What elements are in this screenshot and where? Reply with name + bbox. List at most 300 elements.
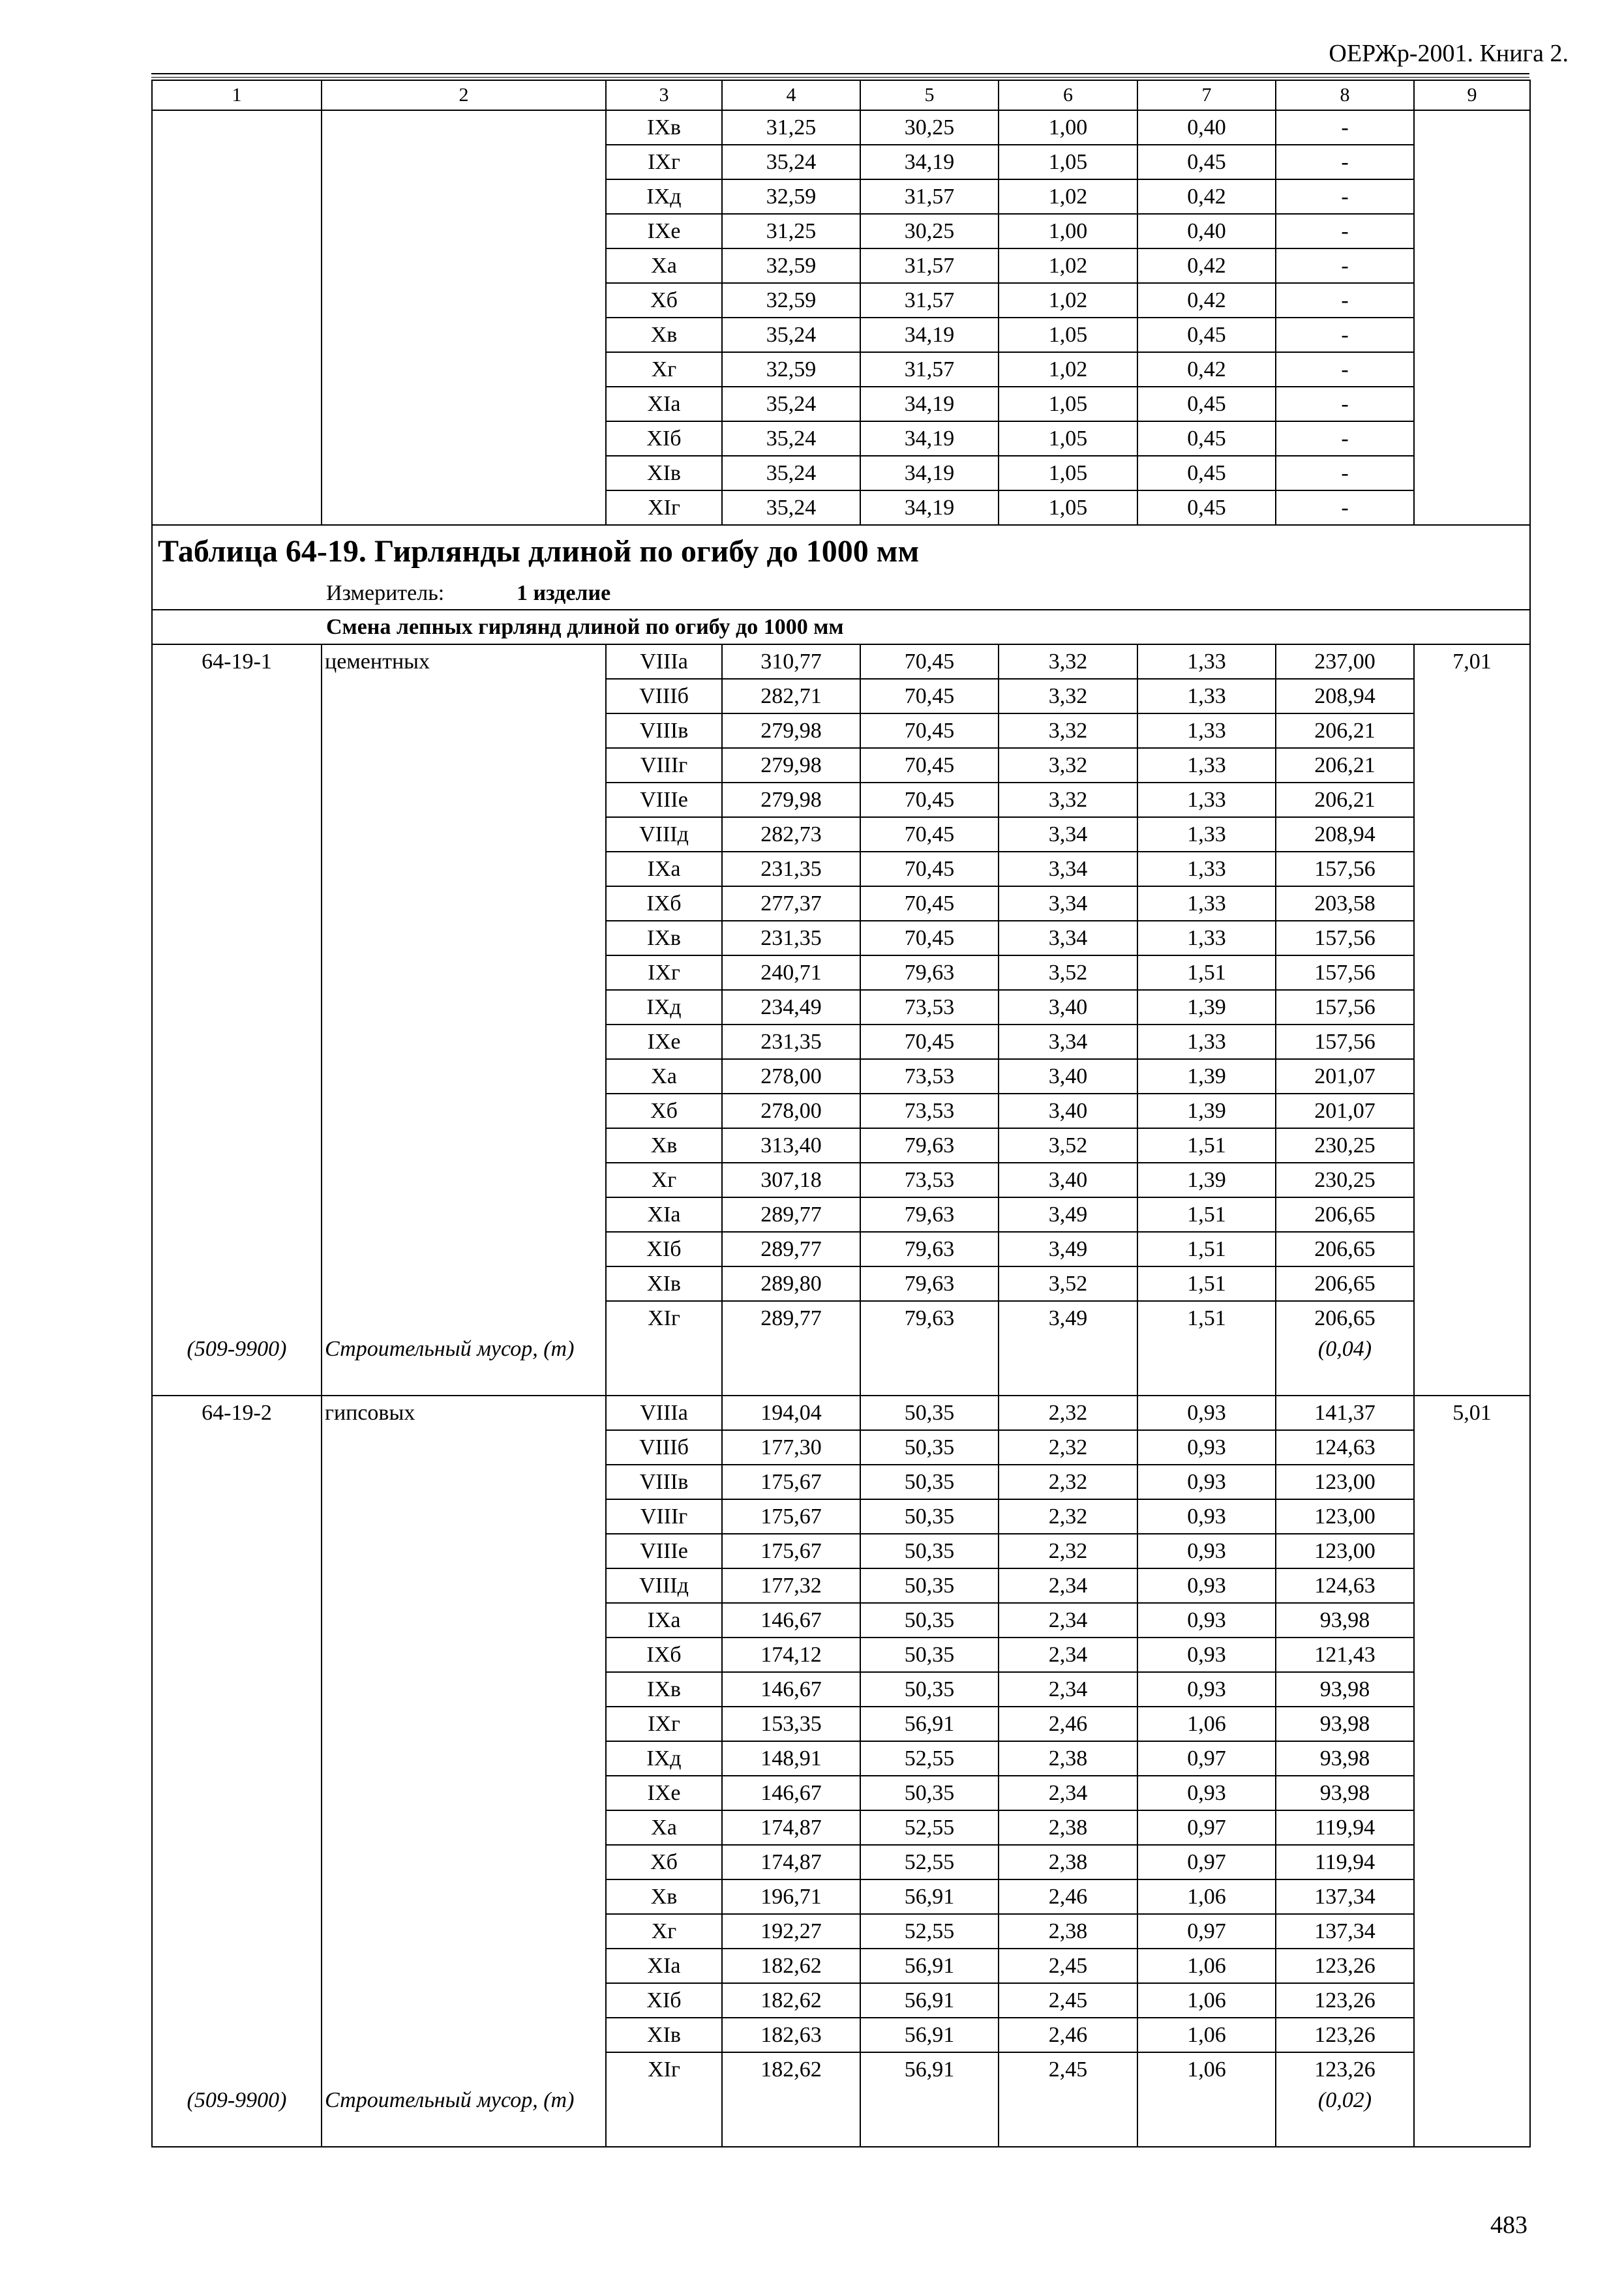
value-cell: -: [1276, 214, 1414, 248]
name-cell: [322, 679, 606, 713]
value-cell: 70,45: [860, 748, 999, 783]
value-cell: 73,53: [860, 990, 999, 1025]
code-cell: [152, 955, 322, 990]
class-cell: XIа: [606, 1949, 722, 1983]
header-rule-thin: [151, 77, 1529, 78]
table-row: [152, 679, 1530, 713]
value-cell: 206,21: [1276, 713, 1414, 748]
table-row: [152, 713, 1530, 748]
value-cell: 175,67: [722, 1499, 860, 1534]
value-cell: 93,98: [1276, 1672, 1414, 1707]
value-cell: 70,45: [860, 886, 999, 921]
class-cell: XIа: [606, 387, 722, 421]
value-cell: 240,71: [722, 955, 860, 990]
value-cell: 70,45: [860, 921, 999, 955]
code-cell: [152, 713, 322, 748]
value-cell: 35,24: [722, 490, 860, 525]
value-cell: 50,35: [860, 1534, 999, 1568]
value-cell: 31,25: [722, 214, 860, 248]
value-cell: 177,32: [722, 1568, 860, 1603]
name-cell: [322, 852, 606, 886]
column-number: 8: [1276, 80, 1414, 110]
value-cell: 1,02: [999, 352, 1137, 387]
value-cell: 3,32: [999, 748, 1137, 783]
class-cell: Xг: [606, 1914, 722, 1949]
value-cell: 70,45: [860, 852, 999, 886]
value-cell: -: [1276, 283, 1414, 318]
class-cell: IXе: [606, 214, 722, 248]
class-cell: XIа: [606, 1197, 722, 1232]
table-row: [152, 1430, 1530, 1465]
column-number: 2: [322, 80, 606, 110]
value-cell: 206,21: [1276, 748, 1414, 783]
value-cell: 3,34: [999, 1025, 1137, 1059]
value-cell: 137,34: [1276, 1879, 1414, 1914]
value-cell: 3,49: [999, 1197, 1137, 1232]
value-cell: 35,24: [722, 387, 860, 421]
value-cell: 1,05: [999, 490, 1137, 525]
name-cell: [322, 1603, 606, 1638]
value-cell: 0,93: [1137, 1396, 1276, 1430]
table-row: [152, 1810, 1530, 1845]
value-cell: 0,93: [1137, 1603, 1276, 1638]
name-cell: [322, 1707, 606, 1741]
column-number: 3: [606, 80, 722, 110]
value-cell: 1,33: [1137, 921, 1276, 955]
value-cell: 1,00: [999, 110, 1137, 145]
class-cell: IXг: [606, 955, 722, 990]
table-row: [152, 1232, 1530, 1266]
code-cell: [152, 1094, 322, 1128]
value-cell: 1,33: [1137, 783, 1276, 817]
value-cell: 307,18: [722, 1163, 860, 1197]
value-cell: 206,65: [1276, 1232, 1414, 1266]
measure-label: Измеритель:: [326, 581, 445, 605]
value-cell: 3,40: [999, 990, 1137, 1025]
value-cell: 119,94: [1276, 1810, 1414, 1845]
value-cell: 157,56: [1276, 1025, 1414, 1059]
value-cell: 30,25: [860, 214, 999, 248]
table-row: [152, 1672, 1530, 1707]
value-cell: 93,98: [1276, 1707, 1414, 1741]
code-cell: [152, 1603, 322, 1638]
value-cell: 0,40: [1137, 214, 1276, 248]
value-cell: 34,19: [860, 421, 999, 456]
value-cell: 3,34: [999, 817, 1137, 852]
value-cell: 124,63: [1276, 1430, 1414, 1465]
waste-code: (509-9900): [152, 2086, 322, 2147]
value-cell: 0,97: [1137, 1810, 1276, 1845]
code-cell: [152, 1430, 322, 1465]
value-cell: 52,55: [860, 1810, 999, 1845]
class-cell: VIIIв: [606, 1465, 722, 1499]
table-row: [152, 2018, 1530, 2052]
class-cell: VIIIб: [606, 679, 722, 713]
value-cell: 194,04: [722, 1396, 860, 1430]
value-cell: 0,93: [1137, 1638, 1276, 1672]
value-cell: 2,38: [999, 1741, 1137, 1776]
code-cell: [152, 1810, 322, 1845]
table-row: [152, 1914, 1530, 1949]
code-cell: [152, 1301, 322, 1335]
class-cell: IXд: [606, 990, 722, 1025]
table-title: Таблица 64-19. Гирлянды длиной по огибу до 1000 мм: [152, 525, 1530, 578]
value-cell: 56,91: [860, 1707, 999, 1741]
value-cell: 1,33: [1137, 748, 1276, 783]
value-cell: 0,45: [1137, 387, 1276, 421]
value-cell: 282,73: [722, 817, 860, 852]
value-cell: 70,45: [860, 713, 999, 748]
value-cell: 1,51: [1137, 1197, 1276, 1232]
value-cell: 231,35: [722, 921, 860, 955]
class-cell: VIIIг: [606, 748, 722, 783]
class-cell: Xа: [606, 1059, 722, 1094]
class-cell: IXг: [606, 145, 722, 179]
value-cell: 0,93: [1137, 1430, 1276, 1465]
name-cell: [322, 110, 606, 525]
code-cell: [152, 1707, 322, 1741]
value-cell: 70,45: [860, 644, 999, 679]
value-cell: 1,39: [1137, 1059, 1276, 1094]
value-cell: 2,38: [999, 1914, 1137, 1949]
code-cell: [152, 1128, 322, 1163]
value-cell: 73,53: [860, 1163, 999, 1197]
measure-cell: [152, 578, 1530, 610]
value-cell: 3,34: [999, 921, 1137, 955]
value-cell: 3,40: [999, 1059, 1137, 1094]
column-number: 1: [152, 80, 322, 110]
value-cell: 3,40: [999, 1163, 1137, 1197]
class-cell: IXв: [606, 921, 722, 955]
value-cell: 1,02: [999, 179, 1137, 214]
value-cell: 70,45: [860, 679, 999, 713]
value-cell: 79,63: [860, 1128, 999, 1163]
value-cell: 31,57: [860, 248, 999, 283]
value-cell: 201,07: [1276, 1059, 1414, 1094]
value-cell: 146,67: [722, 1603, 860, 1638]
table-row: [152, 817, 1530, 852]
value-cell: 2,32: [999, 1396, 1137, 1430]
value-cell: 3,32: [999, 783, 1137, 817]
empty-cell: [606, 2086, 722, 2147]
value-cell: 196,71: [722, 1879, 860, 1914]
value-cell: 79,63: [860, 955, 999, 990]
name-cell: [322, 1266, 606, 1301]
value-cell: 34,19: [860, 456, 999, 490]
value-cell: 2,34: [999, 1638, 1137, 1672]
value-cell: 3,49: [999, 1232, 1137, 1266]
empty-cell: [860, 2086, 999, 2147]
table-row: [152, 1197, 1530, 1232]
value-cell: 174,12: [722, 1638, 860, 1672]
page-number: 483: [1490, 2211, 1527, 2239]
value-cell: 1,05: [999, 421, 1137, 456]
value-cell: 56,91: [860, 1983, 999, 2018]
class-cell: Xб: [606, 1845, 722, 1879]
value-cell: 157,56: [1276, 921, 1414, 955]
value-cell: 56,91: [860, 1879, 999, 1914]
value-cell: 123,26: [1276, 1949, 1414, 1983]
value-cell: 79,63: [860, 1197, 999, 1232]
name-cell: [322, 1879, 606, 1914]
value-cell: 2,32: [999, 1534, 1137, 1568]
measure-value: 1 изделие: [517, 581, 611, 605]
value-cell: 1,33: [1137, 886, 1276, 921]
table-row: [152, 1266, 1530, 1301]
name-cell: [322, 817, 606, 852]
document-header-title: ОЕРЖр-2001. Книга 2.: [1329, 40, 1569, 67]
table-row: [152, 1128, 1530, 1163]
value-cell: 177,30: [722, 1430, 860, 1465]
value-cell: 0,42: [1137, 352, 1276, 387]
value-cell: 1,06: [1137, 1949, 1276, 1983]
value-cell: 34,19: [860, 318, 999, 352]
value-cell: 2,45: [999, 1949, 1137, 1983]
code-cell: [152, 1266, 322, 1301]
rate-code: 64-19-2: [152, 1396, 322, 1430]
table-row: [152, 748, 1530, 783]
waste-code: (509-9900): [152, 1335, 322, 1396]
value-cell: 35,24: [722, 421, 860, 456]
class-cell: IXе: [606, 1776, 722, 1810]
code-cell: [152, 990, 322, 1025]
code-cell: [152, 1914, 322, 1949]
value-cell: 1,06: [1137, 2052, 1276, 2086]
class-cell: IXб: [606, 1638, 722, 1672]
value-cell: 192,27: [722, 1914, 860, 1949]
value-cell: 1,06: [1137, 1879, 1276, 1914]
code-cell: [152, 2018, 322, 2052]
value-cell: 3,49: [999, 1301, 1137, 1335]
value-cell: 157,56: [1276, 852, 1414, 886]
code-cell: [152, 1163, 322, 1197]
value-cell: 0,42: [1137, 283, 1276, 318]
code-cell: [152, 1232, 322, 1266]
table-row: [152, 852, 1530, 886]
name-cell: [322, 1810, 606, 1845]
value-cell: 0,93: [1137, 1672, 1276, 1707]
value-cell: 1,06: [1137, 1707, 1276, 1741]
value-cell: 279,98: [722, 748, 860, 783]
value-cell: 2,45: [999, 2052, 1137, 2086]
value-cell: 289,77: [722, 1197, 860, 1232]
table-row: [152, 644, 1530, 679]
table-row: [152, 1707, 1530, 1741]
value-cell: 50,35: [860, 1465, 999, 1499]
value-cell: 50,35: [860, 1499, 999, 1534]
value-cell: 31,25: [722, 110, 860, 145]
value-cell: 206,65: [1276, 1197, 1414, 1232]
waste-row: [152, 2086, 1530, 2147]
value-cell: -: [1276, 318, 1414, 352]
value-cell: 31,57: [860, 179, 999, 214]
value-cell: 230,25: [1276, 1163, 1414, 1197]
name-cell: [322, 990, 606, 1025]
name-cell: [322, 1059, 606, 1094]
class-cell: VIIIд: [606, 817, 722, 852]
empty-cell: [860, 1335, 999, 1396]
value-cell: -: [1276, 490, 1414, 525]
rate-code: 64-19-1: [152, 644, 322, 679]
value-cell: 237,00: [1276, 644, 1414, 679]
class-cell: Xг: [606, 1163, 722, 1197]
name-cell: [322, 1638, 606, 1672]
value-cell: 79,63: [860, 1301, 999, 1335]
value-cell: 0,45: [1137, 145, 1276, 179]
value-cell: 79,63: [860, 1232, 999, 1266]
value-cell: 2,32: [999, 1499, 1137, 1534]
code-cell: [152, 1499, 322, 1534]
value-cell: 208,94: [1276, 817, 1414, 852]
value-cell: 1,39: [1137, 1163, 1276, 1197]
value-cell: 1,02: [999, 283, 1137, 318]
value-cell: 2,32: [999, 1465, 1137, 1499]
empty-cell: [606, 1335, 722, 1396]
name-cell: [322, 955, 606, 990]
table-row: [152, 1638, 1530, 1672]
value-cell: 3,34: [999, 852, 1137, 886]
value-cell: 2,46: [999, 1879, 1137, 1914]
waste-row: [152, 1335, 1530, 1396]
class-cell: XIв: [606, 2018, 722, 2052]
empty-cell: [722, 2086, 860, 2147]
column-number: 6: [999, 80, 1137, 110]
value-cell: 1,39: [1137, 990, 1276, 1025]
class-cell: XIв: [606, 1266, 722, 1301]
name-cell: [322, 1232, 606, 1266]
value-cell: 0,93: [1137, 1499, 1276, 1534]
value-cell: 141,37: [1276, 1396, 1414, 1430]
value-cell: 2,34: [999, 1603, 1137, 1638]
code-cell: [152, 1568, 322, 1603]
header-rule: [151, 73, 1529, 74]
name-cell: [322, 1499, 606, 1534]
empty-cell: [999, 1335, 1137, 1396]
value-cell: 3,32: [999, 644, 1137, 679]
value-cell: 50,35: [860, 1396, 999, 1430]
name-cell: [322, 1197, 606, 1232]
value-cell: -: [1276, 110, 1414, 145]
value-cell: 35,24: [722, 456, 860, 490]
code-cell: [152, 748, 322, 783]
code-cell: [152, 1949, 322, 1983]
value-cell: 70,45: [860, 1025, 999, 1059]
table-row: [152, 1879, 1530, 1914]
value-cell: 52,55: [860, 1845, 999, 1879]
code-cell: [152, 1465, 322, 1499]
value-cell: -: [1276, 456, 1414, 490]
value-cell: 289,77: [722, 1232, 860, 1266]
name-cell: [322, 783, 606, 817]
name-cell: [322, 2052, 606, 2086]
class-cell: Xа: [606, 1810, 722, 1845]
col9-cell: [1414, 110, 1530, 525]
waste-name: Строительный мусор, (т): [322, 2086, 606, 2147]
table-row: [152, 1776, 1530, 1810]
value-cell: 50,35: [860, 1603, 999, 1638]
value-cell: 50,35: [860, 1430, 999, 1465]
value-cell: 3,40: [999, 1094, 1137, 1128]
value-cell: 0,45: [1137, 421, 1276, 456]
value-cell: 93,98: [1276, 1741, 1414, 1776]
value-cell: 56,91: [860, 1949, 999, 1983]
value-cell: 146,67: [722, 1672, 860, 1707]
value-cell: 278,00: [722, 1094, 860, 1128]
value-cell: 153,35: [722, 1707, 860, 1741]
value-cell: 182,63: [722, 2018, 860, 2052]
value-cell: 234,49: [722, 990, 860, 1025]
value-cell: 0,97: [1137, 1914, 1276, 1949]
value-cell: 1,51: [1137, 1301, 1276, 1335]
value-cell: 1,06: [1137, 2018, 1276, 2052]
value-cell: 52,55: [860, 1914, 999, 1949]
value-cell: 230,25: [1276, 1128, 1414, 1163]
class-cell: XIг: [606, 490, 722, 525]
value-cell: -: [1276, 352, 1414, 387]
value-cell: 73,53: [860, 1059, 999, 1094]
value-cell: 31,57: [860, 283, 999, 318]
value-cell: 137,34: [1276, 1914, 1414, 1949]
table-row: [152, 1301, 1530, 1335]
value-cell: 0,45: [1137, 318, 1276, 352]
table-row: [152, 110, 1530, 145]
value-cell: 1,05: [999, 387, 1137, 421]
col9-value: 5,01: [1414, 1396, 1530, 2147]
value-cell: 1,51: [1137, 1128, 1276, 1163]
name-cell: [322, 713, 606, 748]
class-cell: IXд: [606, 179, 722, 214]
name-cell: [322, 1776, 606, 1810]
value-cell: 123,00: [1276, 1534, 1414, 1568]
name-cell: [322, 1949, 606, 1983]
measure-row: [152, 578, 1530, 610]
name-cell: [322, 1430, 606, 1465]
value-cell: 313,40: [722, 1128, 860, 1163]
value-cell: 1,51: [1137, 1266, 1276, 1301]
value-cell: 201,07: [1276, 1094, 1414, 1128]
name-cell: [322, 1568, 606, 1603]
code-cell: [152, 1983, 322, 2018]
class-cell: VIIIв: [606, 713, 722, 748]
subheader: Смена лепных гирлянд длиной по огибу до 1000 мм: [152, 610, 1530, 644]
table-title-row: [152, 525, 1530, 578]
value-cell: 174,87: [722, 1810, 860, 1845]
class-cell: IXд: [606, 1741, 722, 1776]
value-cell: 1,51: [1137, 955, 1276, 990]
class-cell: Xв: [606, 318, 722, 352]
table-row: [152, 990, 1530, 1025]
value-cell: 70,45: [860, 783, 999, 817]
value-cell: 279,98: [722, 713, 860, 748]
value-cell: 175,67: [722, 1534, 860, 1568]
value-cell: 35,24: [722, 145, 860, 179]
class-cell: XIв: [606, 456, 722, 490]
name-cell: [322, 1672, 606, 1707]
table-row: [152, 1949, 1530, 1983]
value-cell: 56,91: [860, 2018, 999, 2052]
column-number: 7: [1137, 80, 1276, 110]
name-cell: [322, 1983, 606, 2018]
column-number: 5: [860, 80, 999, 110]
value-cell: 3,52: [999, 1128, 1137, 1163]
table-row: [152, 2052, 1530, 2086]
value-cell: 70,45: [860, 817, 999, 852]
code-cell: [152, 1534, 322, 1568]
code-cell: [152, 1845, 322, 1879]
value-cell: 79,63: [860, 1266, 999, 1301]
value-cell: 50,35: [860, 1638, 999, 1672]
value-cell: 35,24: [722, 318, 860, 352]
